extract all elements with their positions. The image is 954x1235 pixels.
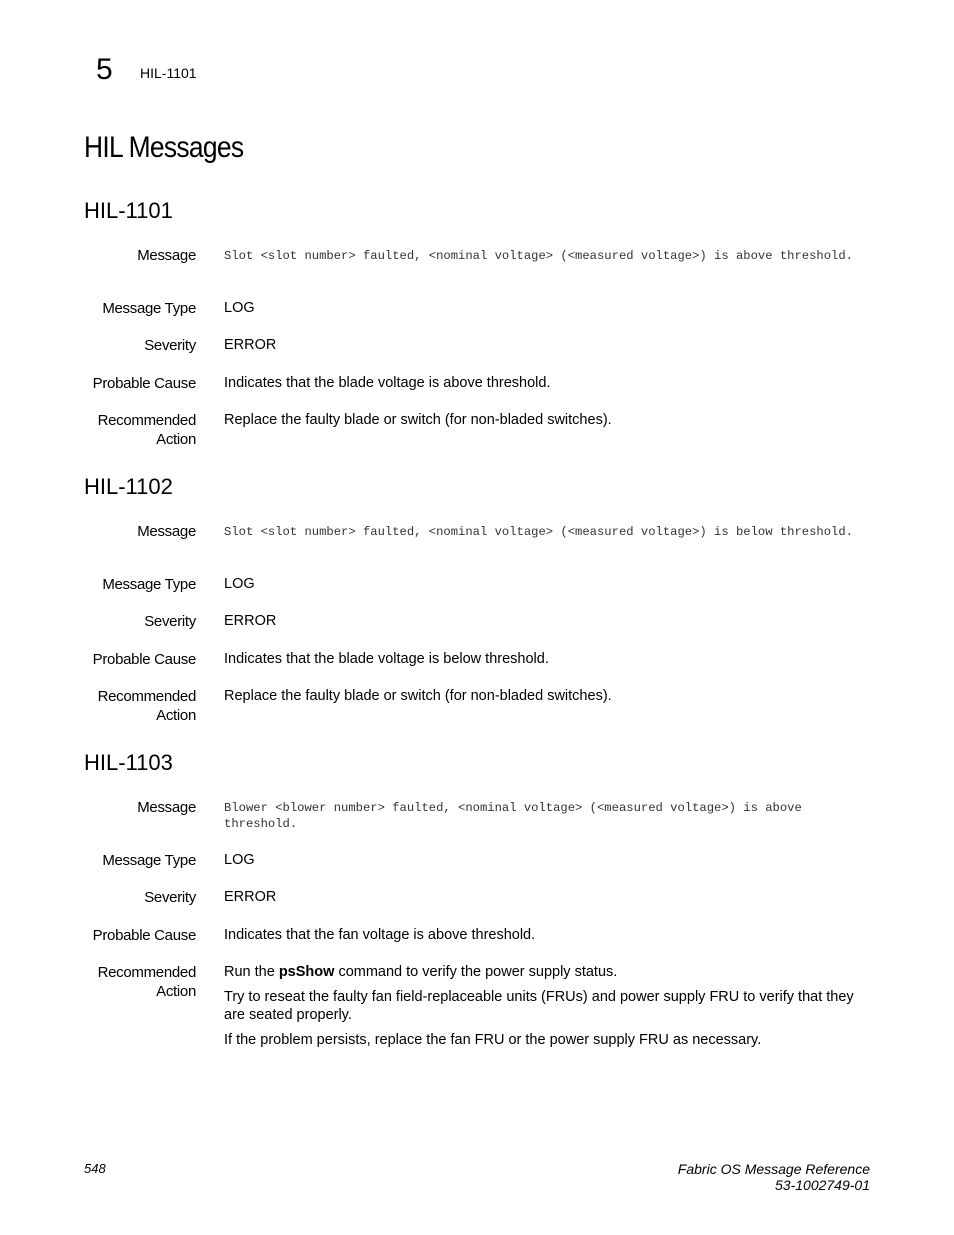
recommended-action-label [46, 687, 196, 725]
message-text: Slot <slot number> faulted, <nominal voltage> (<measured voltage>) is below threshold. [224, 525, 853, 539]
page-number: 548 [84, 1161, 106, 1176]
recommended-action-label [46, 963, 196, 1001]
recommended-action-value [224, 963, 870, 1056]
probable-cause-label: Probable Cause [92, 927, 196, 944]
severity-value: ERROR [224, 889, 277, 905]
recommended-action-value: Replace the faulty blade or switch (for non-bladed switches). [224, 688, 612, 704]
text-run: command to verify the power supply status. [334, 964, 618, 980]
severity-value: ERROR [224, 337, 277, 353]
message-type-label: Message Type [102, 576, 196, 593]
severity-value: ERROR [224, 613, 277, 629]
recommended-action-label-line2: Action [156, 707, 196, 724]
probable-cause-value: Indicates that the blade voltage is above threshold. [224, 375, 551, 391]
message-type-value: LOG [224, 852, 255, 868]
recommended-action-label-line1: Recommended [97, 964, 196, 981]
text-run: Run the [224, 964, 279, 980]
message-text: Blower <blower number> faulted, <nominal voltage> (<measured voltage>) is above threshold. [224, 801, 802, 831]
recommended-action-label-line1: Recommended [97, 412, 196, 429]
recommended-action-paragraph [224, 963, 870, 981]
recommended-action-label [46, 411, 196, 449]
page-title: HIL Messages [84, 131, 244, 164]
recommended-action-paragraph: If the problem persists, replace the fan FRU or the power supply FRU as necessary. [224, 1032, 762, 1048]
section-heading: HIL-1103 [84, 750, 173, 775]
recommended-action-label-line2: Action [156, 983, 196, 1000]
message-label: Message [137, 247, 196, 264]
message-label: Message [137, 799, 196, 816]
message-type-value: LOG [224, 300, 255, 316]
probable-cause-label: Probable Cause [92, 651, 196, 668]
footer-doc-info [678, 1161, 870, 1193]
message-label: Message [137, 523, 196, 540]
section-heading: HIL-1101 [84, 198, 173, 223]
message-type-label: Message Type [102, 300, 196, 317]
recommended-action-value: Replace the faulty blade or switch (for non-bladed switches). [224, 412, 612, 428]
command-name: psShow [278, 964, 335, 980]
chapter-number: 5 [96, 53, 113, 86]
message-type-value: LOG [224, 576, 255, 592]
chapter-running-head: HIL-1101 [140, 65, 197, 81]
probable-cause-label: Probable Cause [92, 375, 196, 392]
severity-label: Severity [144, 613, 196, 630]
probable-cause-value: Indicates that the blade voltage is below threshold. [224, 651, 549, 667]
message-type-label: Message Type [102, 852, 196, 869]
severity-label: Severity [144, 889, 196, 906]
recommended-action-paragraph: Try to reseat the faulty fan field-replaceable units (FRUs) and power supply FRU to verify that they are seated properly. [224, 989, 854, 1023]
probable-cause-value: Indicates that the fan voltage is above threshold. [224, 927, 536, 943]
doc-title: Fabric OS Message Reference [677, 1161, 870, 1177]
message-text: Slot <slot number> faulted, <nominal voltage> (<measured voltage>) is above threshold. [224, 249, 853, 263]
section-heading: HIL-1102 [84, 474, 173, 499]
severity-label: Severity [144, 337, 196, 354]
recommended-action-label-line2: Action [156, 431, 196, 448]
recommended-action-label-line1: Recommended [97, 688, 196, 705]
doc-number: 53-1002749-01 [775, 1177, 870, 1193]
